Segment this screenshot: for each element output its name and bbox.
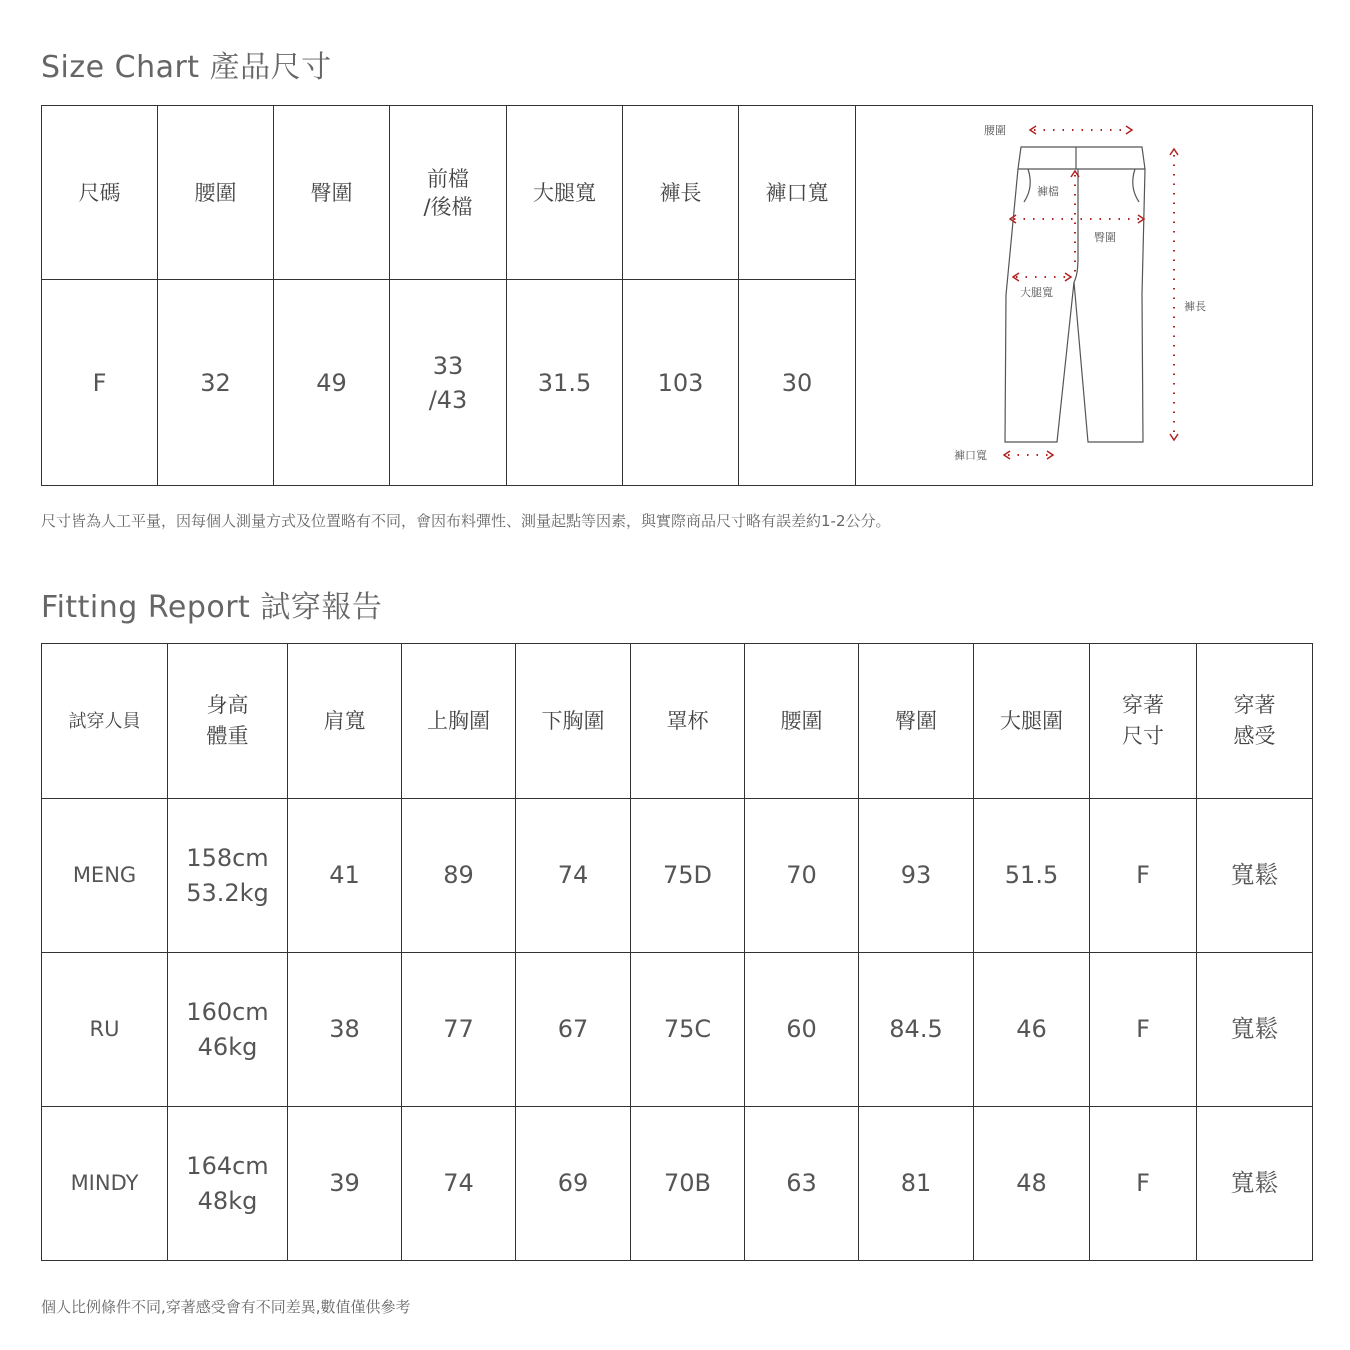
pants-diagram-cell: [856, 106, 1313, 486]
label-waist: 腰圍: [984, 123, 1006, 137]
left-pocket: [1024, 169, 1030, 202]
label-length: 褲長: [1184, 299, 1206, 313]
right-pocket: [1133, 169, 1139, 202]
header-weight: 體重: [206, 724, 249, 748]
tester-feel: 寬鬆: [1197, 799, 1313, 953]
length-arrow-top: [1170, 149, 1178, 155]
header-tester: 試穿人員: [42, 644, 168, 799]
header-feel-line2: 感受: [1233, 724, 1276, 748]
tester-waist: 70: [745, 799, 859, 953]
tester-under-chest: 74: [516, 799, 631, 953]
header-height: 身高: [206, 693, 249, 717]
label-rise: 褲檔: [1037, 184, 1059, 198]
height-weight: [168, 799, 288, 953]
tester-waist: 60: [745, 953, 859, 1107]
table-row: [42, 953, 1313, 1107]
tester-waist: 63: [745, 1107, 859, 1261]
length-value: 103: [623, 280, 739, 486]
hem-arrow-right: [1047, 451, 1053, 459]
size-chart-note: 尺寸皆為人工平量，因每個人測量方式及位置略有不同，會因布料彈性、測量起點等因素，與實際商品尺寸略有誤差約1-2公分。: [41, 512, 891, 530]
header-fit-hip: 臀圍: [859, 644, 974, 799]
height-weight: [168, 953, 288, 1107]
tester-cup: 75C: [631, 953, 745, 1107]
table-row: [42, 1107, 1313, 1261]
size-value: F: [42, 280, 158, 486]
header-under-chest: 下胸圍: [516, 644, 631, 799]
fitting-header-row: [42, 644, 1313, 799]
tester-height: 164cm: [186, 1151, 269, 1180]
tester-thigh: 51.5: [974, 799, 1090, 953]
label-hip: 臀圍: [1094, 230, 1116, 244]
header-feel-line1: 穿著: [1233, 693, 1276, 717]
header-hem: 褲口寬: [739, 106, 856, 280]
height-weight: [168, 1107, 288, 1261]
tester-upper-chest: 89: [402, 799, 516, 953]
tester-weight: 48kg: [197, 1186, 258, 1215]
tester-feel: 寬鬆: [1197, 1107, 1313, 1261]
hip-value: 49: [274, 280, 390, 486]
tester-size: F: [1090, 1107, 1197, 1261]
thigh-value: 31.5: [507, 280, 623, 486]
tester-thigh: 46: [974, 953, 1090, 1107]
header-wear-size: [1090, 644, 1197, 799]
header-shoulder: 肩寬: [288, 644, 402, 799]
rise-back-value: /43: [428, 385, 468, 414]
tester-thigh: 48: [974, 1107, 1090, 1261]
tester-name: RU: [42, 953, 168, 1107]
thigh-arrow-right: [1065, 273, 1071, 281]
pants-diagram: [856, 107, 1311, 485]
tester-cup: 75D: [631, 799, 745, 953]
header-height-weight: [168, 644, 288, 799]
rise-value: [390, 280, 507, 486]
length-arrow-bottom: [1170, 434, 1178, 440]
header-wear-size-line1: 穿著: [1122, 693, 1164, 717]
waistband: [1018, 147, 1145, 169]
tester-hip: 81: [859, 1107, 974, 1261]
header-rise-front: 前檔: [427, 166, 469, 191]
header-length: 褲長: [623, 106, 739, 280]
tester-size: F: [1090, 953, 1197, 1107]
header-cup: 罩杯: [631, 644, 745, 799]
waist-arrow-right: [1126, 126, 1132, 134]
label-hem: 褲口寬: [954, 448, 987, 462]
header-waist: 腰圍: [158, 106, 274, 280]
header-feel: [1197, 644, 1313, 799]
tester-name: MENG: [42, 799, 168, 953]
tester-hip: 93: [859, 799, 974, 953]
header-size: 尺碼: [42, 106, 158, 280]
size-chart-table: [41, 105, 1313, 486]
tester-size: F: [1090, 799, 1197, 953]
tester-under-chest: 69: [516, 1107, 631, 1261]
tester-upper-chest: 77: [402, 953, 516, 1107]
header-rise: [390, 106, 507, 280]
header-fit-waist: 腰圍: [745, 644, 859, 799]
header-rise-back: /後檔: [423, 194, 473, 219]
rise-front-value: 33: [432, 351, 464, 380]
size-chart-header-row: [42, 106, 1313, 280]
header-hip: 臀圍: [274, 106, 390, 280]
tester-hip: 84.5: [859, 953, 974, 1107]
tester-upper-chest: 74: [402, 1107, 516, 1261]
header-fit-thigh: 大腿圍: [974, 644, 1090, 799]
tester-under-chest: 67: [516, 953, 631, 1107]
tester-name: MINDY: [42, 1107, 168, 1261]
size-chart-title: Size Chart 產品尺寸: [41, 50, 332, 85]
table-row: [42, 799, 1313, 953]
tester-height: 160cm: [186, 997, 269, 1026]
header-wear-size-line2: 尺寸: [1122, 724, 1164, 748]
pants-body: [1005, 169, 1145, 442]
tester-feel: 寬鬆: [1197, 953, 1313, 1107]
tester-weight: 53.2kg: [186, 878, 269, 907]
fitting-report-note: 個人比例條件不同,穿著感受會有不同差異,數值僅供參考: [41, 1298, 411, 1316]
fitting-report-table: [41, 643, 1313, 1261]
tester-shoulder: 41: [288, 799, 402, 953]
label-thigh: 大腿寬: [1020, 285, 1053, 299]
tester-weight: 46kg: [197, 1032, 258, 1061]
hem-value: 30: [739, 280, 856, 486]
waist-value: 32: [158, 280, 274, 486]
tester-shoulder: 39: [288, 1107, 402, 1261]
tester-height: 158cm: [186, 843, 269, 872]
header-upper-chest: 上胸圍: [402, 644, 516, 799]
header-thigh: 大腿寬: [507, 106, 623, 280]
fitting-report-title: Fitting Report 試穿報告: [41, 590, 383, 625]
tester-shoulder: 38: [288, 953, 402, 1107]
tester-cup: 70B: [631, 1107, 745, 1261]
